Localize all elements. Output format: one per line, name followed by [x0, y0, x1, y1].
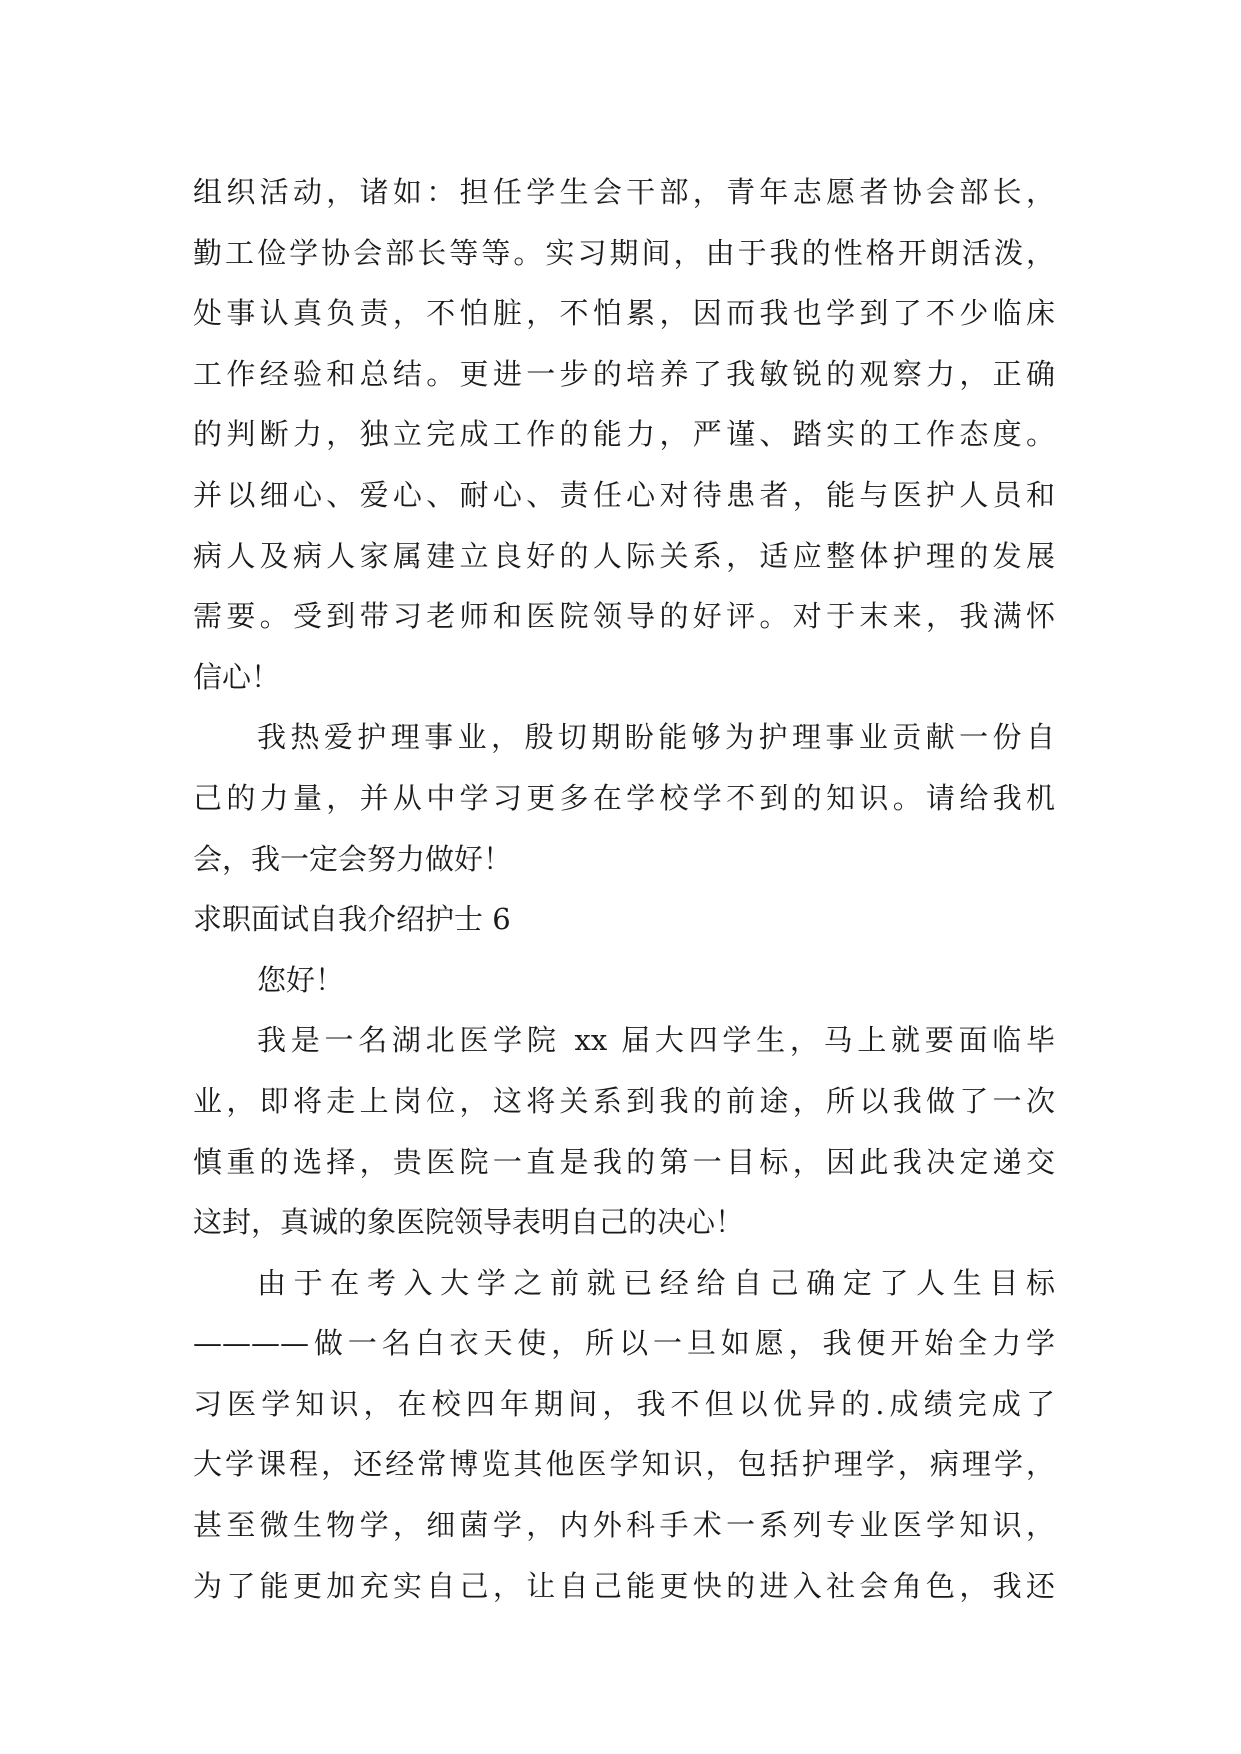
text-line: 己的力量，并从中学习更多在学校学不到的知识。请给我机	[193, 780, 1055, 815]
text-line: 习医学知识，在校四年期间，我不但以优异的.成绩完成了	[193, 1386, 1055, 1421]
text-line: 我是一名湖北医学院 xx 届大四学生，马上就要面临毕	[257, 1023, 1055, 1058]
document-body	[193, 162, 1055, 1616]
text-line: 我热爱护理事业，殷切期盼能够为护理事业贡献一份自	[257, 720, 1055, 755]
text-line: 业，即将走上岗位，这将关系到我的前途，所以我做了一次	[193, 1083, 1055, 1118]
paragraph	[193, 1010, 1055, 1252]
text-line: 病人及病人家属建立良好的人际关系，适应整体护理的发展	[193, 538, 1055, 573]
text-line: 信心！	[193, 659, 281, 694]
text-line: 会，我一定会努力做好！	[193, 841, 513, 876]
text-line: 的判断力，独立完成工作的能力，严谨、踏实的工作态度。	[193, 417, 1055, 452]
text-line: 这封，真诚的象医院领导表明自己的决心！	[193, 1205, 745, 1240]
text-line: 大学课程，还经常博览其他医学知识，包括护理学，病理学，	[193, 1447, 1055, 1482]
text-line: 并以细心、爱心、耐心、责任心对待患者，能与医护人员和	[193, 477, 1055, 512]
text-line: 勤工俭学协会部长等等。实习期间，由于我的性格开朗活泼，	[193, 235, 1055, 270]
text-line: 慎重的选择，贵医院一直是我的第一目标，因此我决定递交	[193, 1144, 1055, 1179]
paragraph	[193, 1253, 1055, 1617]
text-line: 工作经验和总结。更进一步的培养了我敏锐的观察力，正确	[193, 356, 1055, 391]
text-line: 需要。受到带习老师和医院领导的好评。对于末来，我满怀	[193, 599, 1055, 634]
text-line: 处事认真负责，不怕脏，不怕累，因而我也学到了不少临床	[193, 296, 1055, 331]
text-line: 甚至微生物学，细菌学，内外科手术一系列专业医学知识，	[193, 1508, 1055, 1543]
greeting: 您好！	[257, 962, 345, 997]
paragraph	[193, 707, 1055, 889]
text-line: 由于在考入大学之前就已经给自己确定了人生目标	[257, 1265, 1055, 1300]
section-heading: 求职面试自我介绍护士 6	[193, 902, 511, 937]
text-line: ————做一名白衣天使，所以一旦如愿，我便开始全力学	[193, 1326, 1055, 1361]
paragraph	[193, 162, 1055, 707]
text-line: 为了能更加充实自己，让自己能更快的进入社会角色，我还	[193, 1568, 1055, 1603]
text-line: 组织活动，诸如：担任学生会干部，青年志愿者协会部长，	[193, 175, 1055, 209]
